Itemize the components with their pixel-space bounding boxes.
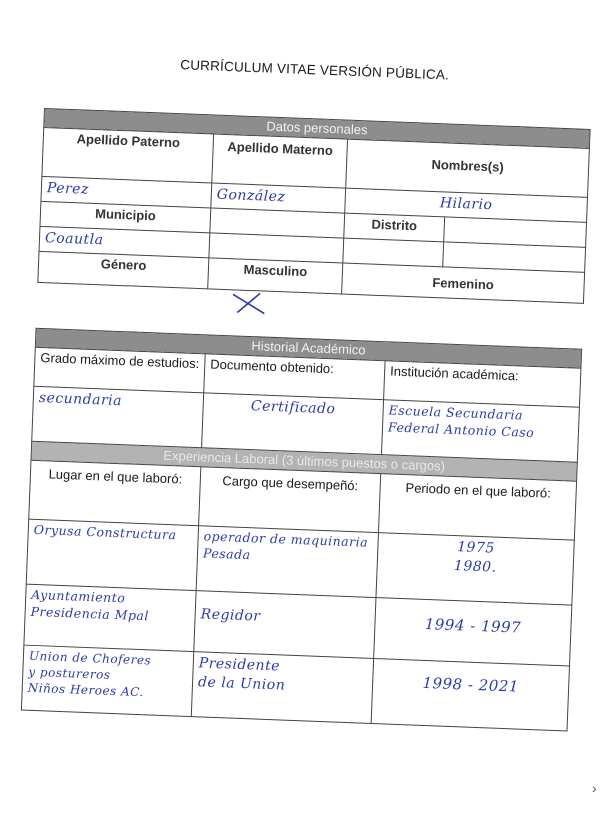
cell-lugar-3 (21, 645, 193, 716)
value-cargo-1: operador de maquinaria Pesada (202, 528, 369, 563)
header-municipio: Municipio (40, 201, 211, 233)
personal-data-table (37, 108, 590, 304)
header-periodo: Periodo en el que laboró: (378, 474, 576, 540)
cell-empty-4 (343, 238, 444, 267)
academic-section-title: Historial Académico (35, 328, 581, 368)
header-lugar: Lugar en el que laboró: (29, 460, 201, 525)
value-lugar-1: Oryusa Constructura (33, 521, 177, 543)
value-documento: Certificado (250, 398, 336, 418)
value-municipio: Coautla (44, 230, 104, 249)
work-section-title: Experiencia Laboral (3 últimos puestos o cargos) (31, 441, 577, 481)
option-masculino: Masculino (208, 258, 343, 294)
cell-periodo-1 (376, 533, 574, 605)
cell-cargo-2 (194, 591, 376, 659)
document-title: CURRÍCULUM VITAE VERSIÓN PÚBLICA. (180, 57, 450, 83)
header-distrito: Distrito (344, 213, 445, 242)
header-genero: Género (38, 251, 209, 289)
option-femenino: Femenino (342, 263, 585, 303)
cell-periodo-2 (374, 598, 572, 666)
masculino-check-mark (229, 290, 270, 316)
value-apellido-paterno: Perez (46, 180, 90, 198)
value-grado: secundaria (38, 389, 123, 410)
value-nombres: Hilario (439, 195, 493, 214)
personal-section-title: Datos personales (44, 108, 590, 148)
header-nombres: Nombres(s) (346, 139, 590, 197)
value-apellido-materno: González (216, 186, 286, 206)
value-cargo-2: Regidor (200, 606, 261, 625)
margin-mark: › (592, 780, 597, 796)
value-lugar-3: Union de Choferes y postureros Niños Heroes AC. (27, 648, 152, 700)
header-cargo: Cargo que desempeñó: (199, 467, 381, 533)
header-documento: Documento obtenido: (204, 354, 385, 400)
cell-periodo-3 (371, 659, 569, 731)
cell-cargo-3 (191, 652, 373, 724)
header-apellido-materno: Apellido Materno (212, 134, 348, 188)
cell-documento (202, 393, 384, 455)
value-institucion: Escuela Secundaria Federal Antonio Caso (387, 402, 535, 440)
value-periodo-3: 1998 - 2021 (422, 673, 520, 696)
academic-work-table (21, 328, 582, 732)
cell-lugar-2 (24, 584, 196, 651)
value-periodo-1: 1975 1980. (453, 539, 497, 576)
cell-institucion (381, 400, 579, 462)
cell-grado (32, 386, 204, 447)
header-apellido-paterno: Apellido Paterno (42, 127, 214, 182)
cell-cargo-1 (196, 526, 378, 598)
value-cargo-3: Presidente de la Union (197, 655, 286, 694)
value-lugar-2: Ayuntamiento Presidencia Mpal (30, 586, 150, 624)
header-grado: Grado máximo de estudios: (34, 347, 205, 392)
cell-lugar-1 (26, 519, 198, 590)
value-periodo-2: 1994 - 1997 (424, 614, 522, 637)
header-institucion: Institución académica: (384, 361, 581, 407)
